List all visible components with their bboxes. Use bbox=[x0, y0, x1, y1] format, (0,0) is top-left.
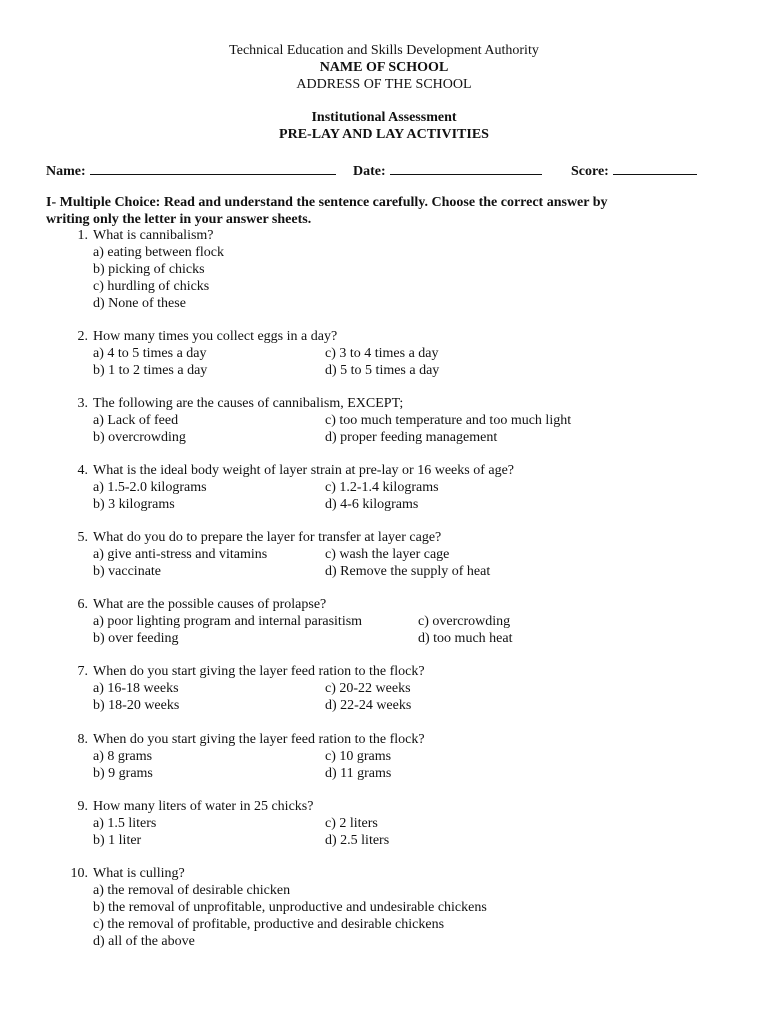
option-c: c) 2 liters bbox=[325, 816, 378, 831]
option-d: d) 2.5 liters bbox=[325, 833, 390, 848]
name-field bbox=[46, 161, 336, 181]
question-number: 3. bbox=[77, 396, 88, 411]
question-text: What is the ideal body weight of layer strain at pre-lay or 16 weeks of age? bbox=[93, 463, 515, 478]
option-b: b) vaccinate bbox=[93, 564, 162, 579]
assessment-type: Institutional Assessment bbox=[311, 110, 457, 125]
option-c: c) overcrowding bbox=[418, 614, 511, 629]
question-number: 1. bbox=[77, 228, 88, 243]
option-a: a) give anti-stress and vitamins bbox=[93, 547, 268, 562]
score-label: Score: bbox=[571, 164, 609, 179]
question-text: What is culling? bbox=[93, 866, 185, 881]
date-blank bbox=[390, 161, 542, 175]
date-field bbox=[353, 161, 542, 181]
option-c: c) too much temperature and too much light bbox=[325, 413, 572, 428]
option-c: c) hurdling of chicks bbox=[93, 279, 210, 294]
option-d: d) None of these bbox=[93, 296, 186, 311]
option-a: a) the removal of desirable chicken bbox=[93, 883, 291, 898]
score-blank bbox=[613, 161, 697, 175]
option-a: a) Lack of feed bbox=[93, 413, 179, 428]
name-label: Name: bbox=[46, 164, 86, 179]
option-b: b) 1 to 2 times a day bbox=[93, 363, 208, 378]
question-number: 5. bbox=[77, 530, 88, 545]
question-number: 9. bbox=[77, 799, 88, 814]
option-a: a) eating between flock bbox=[93, 245, 224, 260]
option-a: a) 16-18 weeks bbox=[93, 681, 179, 696]
option-b: b) 9 grams bbox=[93, 766, 153, 781]
option-d: d) 22-24 weeks bbox=[325, 698, 412, 713]
option-d: d) 5 to 5 times a day bbox=[325, 363, 440, 378]
question-number: 10. bbox=[70, 866, 88, 881]
question-number: 8. bbox=[77, 732, 88, 747]
option-d: d) proper feeding management bbox=[325, 430, 498, 445]
option-c: c) 3 to 4 times a day bbox=[325, 346, 439, 361]
name-blank bbox=[90, 161, 336, 175]
instructions-line-1: I- Multiple Choice: Read and understand the sentence carefully. Choose the correct answer by bbox=[46, 195, 608, 210]
option-a: a) poor lighting program and internal parasitism bbox=[93, 614, 363, 629]
score-field bbox=[571, 161, 697, 181]
option-b: b) 1 liter bbox=[93, 833, 142, 848]
option-b: b) 18-20 weeks bbox=[93, 698, 180, 713]
option-d: d) Remove the supply of heat bbox=[325, 564, 491, 579]
option-a: a) 1.5-2.0 kilograms bbox=[93, 480, 207, 495]
option-c: c) 20-22 weeks bbox=[325, 681, 411, 696]
option-b: b) the removal of unprofitable, unproductive and undesirable chickens bbox=[93, 900, 487, 915]
option-c: c) the removal of profitable, productive and desirable chickens bbox=[93, 917, 445, 932]
question-text: What is cannibalism? bbox=[93, 228, 214, 243]
option-b: b) picking of chicks bbox=[93, 262, 205, 277]
question-text: How many liters of water in 25 chicks? bbox=[93, 799, 314, 814]
option-d: d) 11 grams bbox=[325, 766, 392, 781]
question-number: 2. bbox=[77, 329, 88, 344]
option-d: d) all of the above bbox=[93, 934, 195, 949]
option-a: a) 4 to 5 times a day bbox=[93, 346, 207, 361]
question-number: 4. bbox=[77, 463, 88, 478]
date-label: Date: bbox=[353, 164, 386, 179]
question-number: 6. bbox=[77, 597, 88, 612]
question-number: 7. bbox=[77, 664, 88, 679]
school-name: NAME OF SCHOOL bbox=[319, 60, 449, 75]
question-text: The following are the causes of cannibalism, EXCEPT; bbox=[93, 396, 404, 411]
option-a: a) 1.5 liters bbox=[93, 816, 157, 831]
question-text: How many times you collect eggs in a day? bbox=[93, 329, 338, 344]
question-text: When do you start giving the layer feed ration to the flock? bbox=[93, 732, 425, 747]
option-c: c) wash the layer cage bbox=[325, 547, 450, 562]
school-address: ADDRESS OF THE SCHOOL bbox=[296, 77, 472, 92]
option-b: b) 3 kilograms bbox=[93, 497, 175, 512]
option-a: a) 8 grams bbox=[93, 749, 153, 764]
option-c: c) 1.2-1.4 kilograms bbox=[325, 480, 439, 495]
assessment-subject: PRE-LAY AND LAY ACTIVITIES bbox=[279, 127, 489, 142]
instructions-line-2: writing only the letter in your answer sheets. bbox=[46, 212, 312, 227]
option-b: b) overcrowding bbox=[93, 430, 186, 445]
option-b: b) over feeding bbox=[93, 631, 179, 646]
option-d: d) too much heat bbox=[418, 631, 513, 646]
question-text: What are the possible causes of prolapse? bbox=[93, 597, 327, 612]
question-text: When do you start giving the layer feed ration to the flock? bbox=[93, 664, 425, 679]
agency-name: Technical Education and Skills Development Authority bbox=[229, 43, 539, 58]
option-c: c) 10 grams bbox=[325, 749, 392, 764]
option-d: d) 4-6 kilograms bbox=[325, 497, 419, 512]
question-text: What do you do to prepare the layer for transfer at layer cage? bbox=[93, 530, 442, 545]
